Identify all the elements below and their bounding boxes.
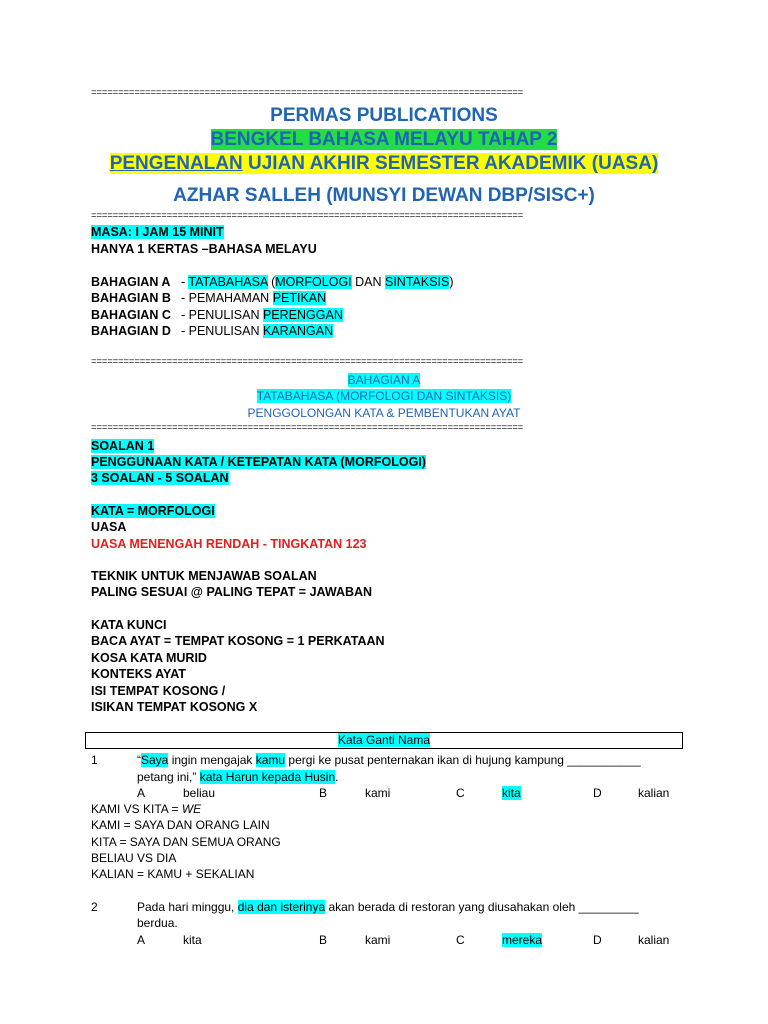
question-text-line-2: berdua. [137, 916, 178, 930]
kata-morfologi: KATA = MORFOLOGI [91, 504, 215, 518]
part-topic: PENGGOLONGAN KATA & PEMBENTUKAN AYAT [247, 406, 521, 420]
separator-line: ================================================================================ [91, 357, 524, 367]
technique-line-2: PALING SESUAI @ PALING TEPAT = JAWABAN [91, 585, 373, 599]
part-heading: BAHAGIAN A [347, 373, 421, 387]
question-count: 3 SOALAN - 5 SOALAN [91, 471, 229, 485]
keyword-line: KONTEKS AYAT [91, 667, 186, 681]
option-letter-b: B [319, 933, 328, 947]
question-text: “Saya ingin mengajak kamu pergi ke pusat penternakan ikan di hujung kampung ___________ [137, 753, 641, 767]
publisher-name: PERMAS PUBLICATIONS [270, 105, 498, 126]
exam-duration: MASA: I JAM 15 MINIT [91, 225, 224, 239]
keyword-line: ISI TEMPAT KOSONG / [91, 684, 226, 698]
note-line: KAMI = SAYA DAN ORANG LAIN [91, 818, 270, 832]
option-d: kalian [638, 786, 670, 800]
uasa-label: UASA [91, 520, 127, 534]
option-letter-d: D [593, 933, 602, 947]
keyword-line: ISIKAN TEMPAT KOSONG X [91, 700, 258, 714]
note-line: KITA = SAYA DAN SEMUA ORANG [91, 835, 281, 849]
option-letter-a: A [137, 786, 146, 800]
option-letter-d: D [593, 786, 602, 800]
question-text-line-2: petang ini,” kata Harun kepada Husin. [137, 770, 339, 784]
uasa-level: UASA MENENGAH RENDAH - TINGKATAN 123 [91, 537, 367, 551]
option-letter-a: A [137, 933, 146, 947]
option-letter-c: C [456, 786, 465, 800]
option-c: kita [502, 786, 521, 800]
keyword-line: KATA KUNCI [91, 618, 167, 632]
table-header-box [85, 732, 683, 749]
exam-name: UJIAN AKHIR SEMESTER AKADEMIK (UASA) [242, 153, 659, 174]
option-a: beliau [183, 786, 216, 800]
option-letter-b: B [319, 786, 328, 800]
table-header-label: Kata Ganti Nama [337, 733, 431, 747]
question-title: SOALAN 1 [91, 439, 155, 453]
technique-line-1: TEKNIK UNTUK MENJAWAB SOALAN [91, 569, 317, 583]
separator-line: ================================================================================ [91, 211, 524, 221]
note-line: BELIAU VS DIA [91, 851, 177, 865]
option-letter-c: C [456, 933, 465, 947]
section-row-a: BAHAGIAN A - TATABAHASA (MORFOLOGI DAN SINTAKSIS) [91, 275, 454, 289]
section-row-b: BAHAGIAN B - PEMAHAMAN PETIKAN [91, 291, 327, 305]
section-row-d: BAHAGIAN D - PENULISAN KARANGAN [91, 324, 334, 338]
note-line: KAMI VS KITA = WE [91, 802, 202, 816]
question-text: Pada hari minggu, dia dan isterinya akan berada di restoran yang diusahakan oleh _________ [137, 900, 639, 914]
option-b: kami [365, 786, 391, 800]
keyword-line: KOSA KATA MURID [91, 651, 207, 665]
publisher-title [0, 104, 768, 128]
exam-intro-title [0, 152, 768, 176]
option-b: kami [365, 933, 391, 947]
workshop-name: BENGKEL BAHASA MELAYU TAHAP 2 [210, 129, 558, 150]
separator-line: ================================================================================ [91, 88, 524, 98]
author-title [0, 184, 768, 208]
keyword-line: BACA AYAT = TEMPAT KOSONG = 1 PERKATAAN [91, 634, 385, 648]
section-row-c: BAHAGIAN C - PENULISAN PERENGGAN [91, 308, 343, 322]
intro-word: PENGENALAN [109, 153, 243, 174]
question-number: 2 [91, 900, 98, 914]
separator-line: ================================================================================ [91, 423, 524, 433]
option-a: kita [183, 933, 202, 947]
note-line: KALIAN = KAMU + SEKALIAN [91, 867, 255, 881]
workshop-title [0, 128, 768, 152]
option-d: kalian [638, 933, 670, 947]
question-number: 1 [91, 753, 98, 767]
option-c: mereka [502, 933, 543, 947]
question-subtitle: PENGGUNAAN KATA / KETEPATAN KATA (MORFOLOGI) [91, 455, 426, 469]
author-name: AZHAR SALLEH (MUNSYI DEWAN DBP/SISC+) [173, 185, 595, 206]
part-subheading: TATABAHASA (MORFOLOGI DAN SINTAKSIS) [256, 389, 512, 403]
exam-papers: HANYA 1 KERTAS –BAHASA MELAYU [91, 242, 317, 256]
